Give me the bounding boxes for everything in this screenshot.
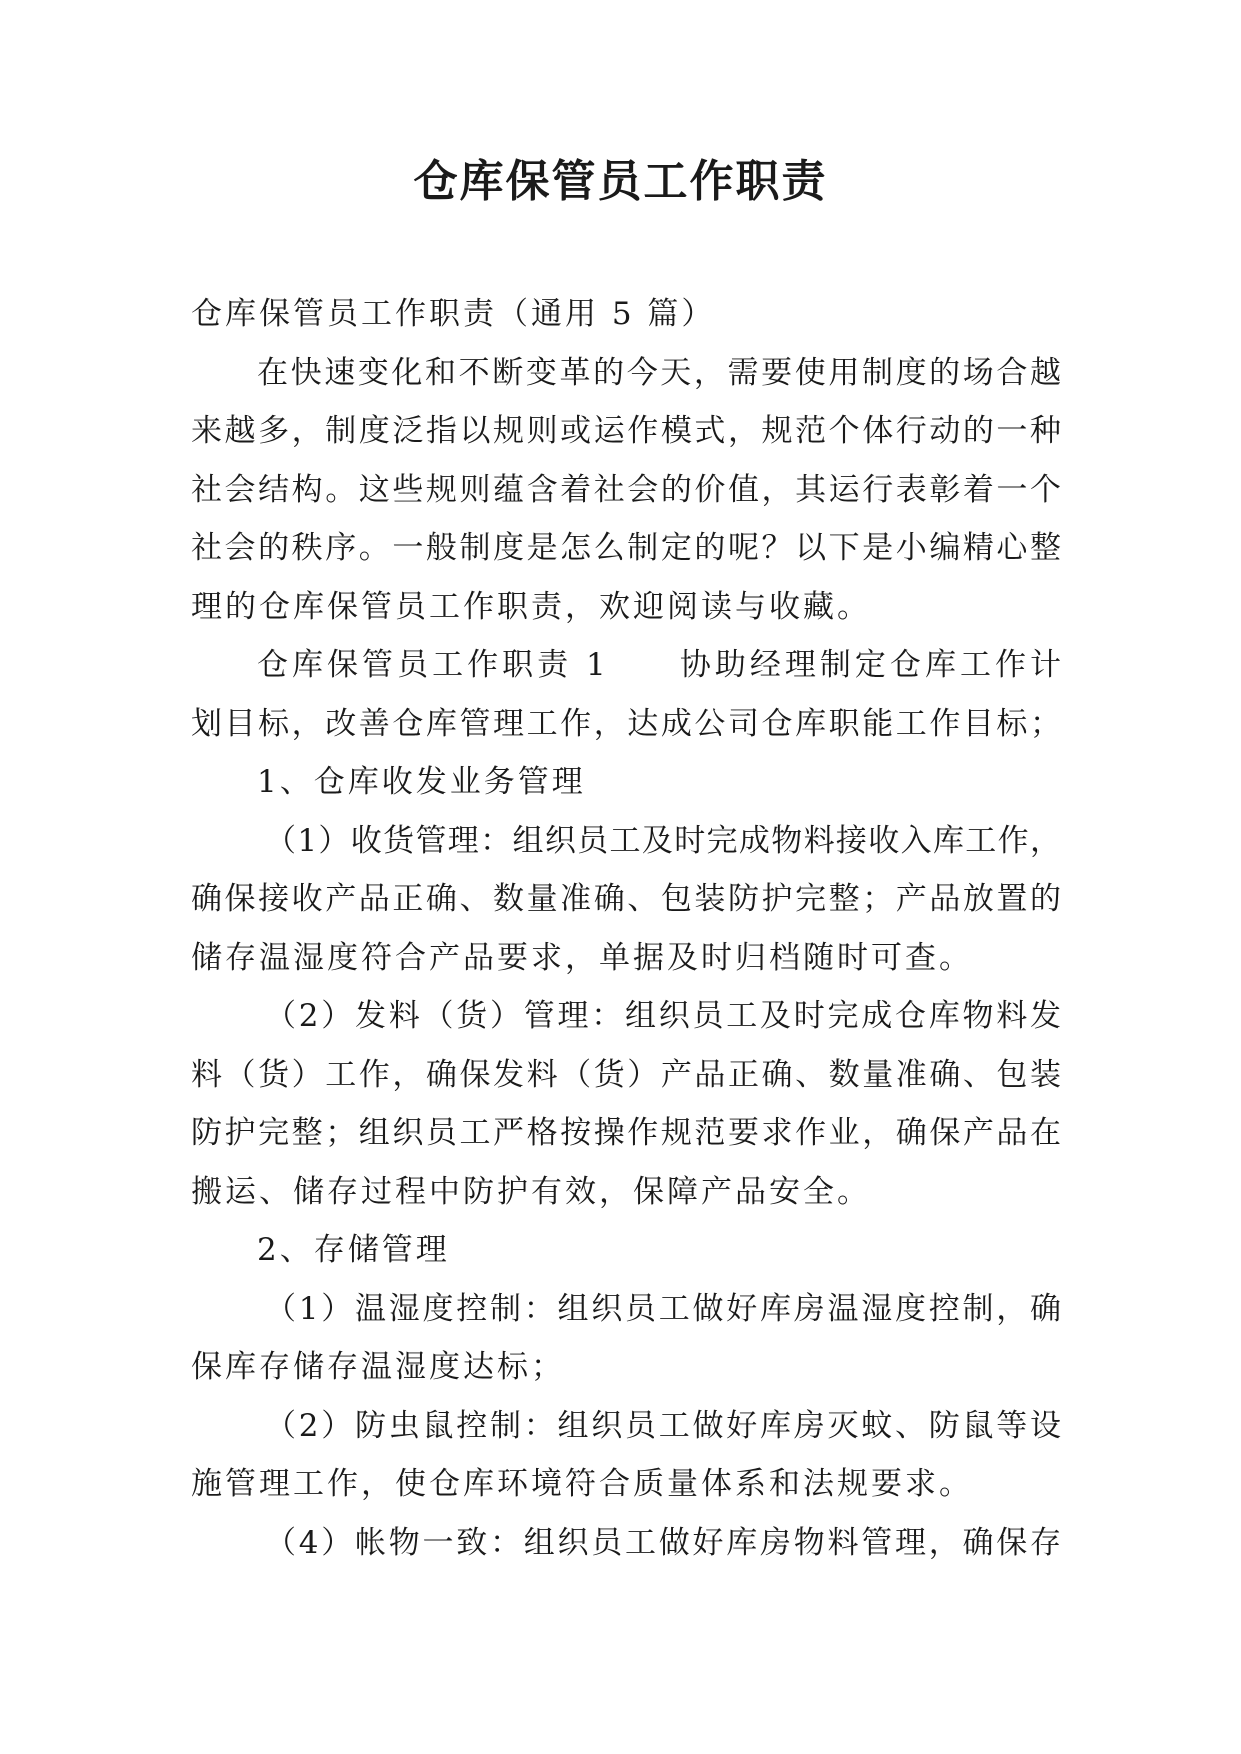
document-body xyxy=(191,285,1061,1572)
body-text-line: 施管理工作，使仓库环境符合质量体系和法规要求。 xyxy=(191,1466,973,1502)
body-text-line: 划目标，改善仓库管理工作，达成公司仓库职能工作目标； xyxy=(191,705,1061,742)
body-text-line: 确保接收产品正确、数量准确、包装防护完整；产品放置的 xyxy=(191,881,1061,917)
body-text-line: 社会结构。这些规则蕴含着社会的价值，其运行表彰着一个 xyxy=(191,471,1061,508)
body-text-line: 防护完整；组织员工严格按操作规范要求作业，确保产品在 xyxy=(191,1115,1061,1151)
document-title: 仓库保管员工作职责 xyxy=(413,156,828,207)
body-text-line: 储存温湿度符合产品要求，单据及时归档随时可查。 xyxy=(191,939,973,976)
body-text-line: 理的仓库保管员工作职责，欢迎阅读与收藏。 xyxy=(191,588,871,625)
body-text-line: 搬运、储存过程中防护有效，保障产品安全。 xyxy=(191,1173,871,1210)
body-text-line: 在快速变化和不断变革的今天，需要使用制度的场合越 xyxy=(257,354,1061,391)
body-text-line: （2）防虫鼠控制：组织员工做好库房灭蚊、防鼠等设 xyxy=(265,1407,1061,1444)
body-text-line: （4）帐物一致：组织员工做好库房物料管理，确保存 xyxy=(265,1524,1061,1561)
body-text-line: 社会的秩序。一般制度是怎么制定的呢？以下是小编精心整 xyxy=(191,530,1061,566)
body-text-line: （1）温湿度控制：组织员工做好库房温湿度控制，确 xyxy=(265,1290,1061,1327)
body-text-line: 1、仓库收发业务管理 xyxy=(257,764,586,800)
body-text-line: （1）收货管理：组织员工及时完成物料接收入库工作， xyxy=(265,822,1061,859)
body-text-line: 保库存储存温湿度达标； xyxy=(191,1349,565,1385)
body-text-line: 来越多，制度泛指以规则或运作模式，规范个体行动的一种 xyxy=(191,413,1061,449)
body-text-line: 料（货）工作，确保发料（货）产品正确、数量准确、包装 xyxy=(191,1056,1061,1093)
body-text-line: 2、存储管理 xyxy=(257,1232,450,1268)
body-text-line: 仓库保管员工作职责（通用 5 篇） xyxy=(191,296,716,332)
body-text-line: （2）发料（货）管理：组织员工及时完成仓库物料发 xyxy=(265,998,1061,1034)
body-text-line: 仓库保管员工作职责 1 协助经理制定仓库工作计 xyxy=(257,647,1061,683)
